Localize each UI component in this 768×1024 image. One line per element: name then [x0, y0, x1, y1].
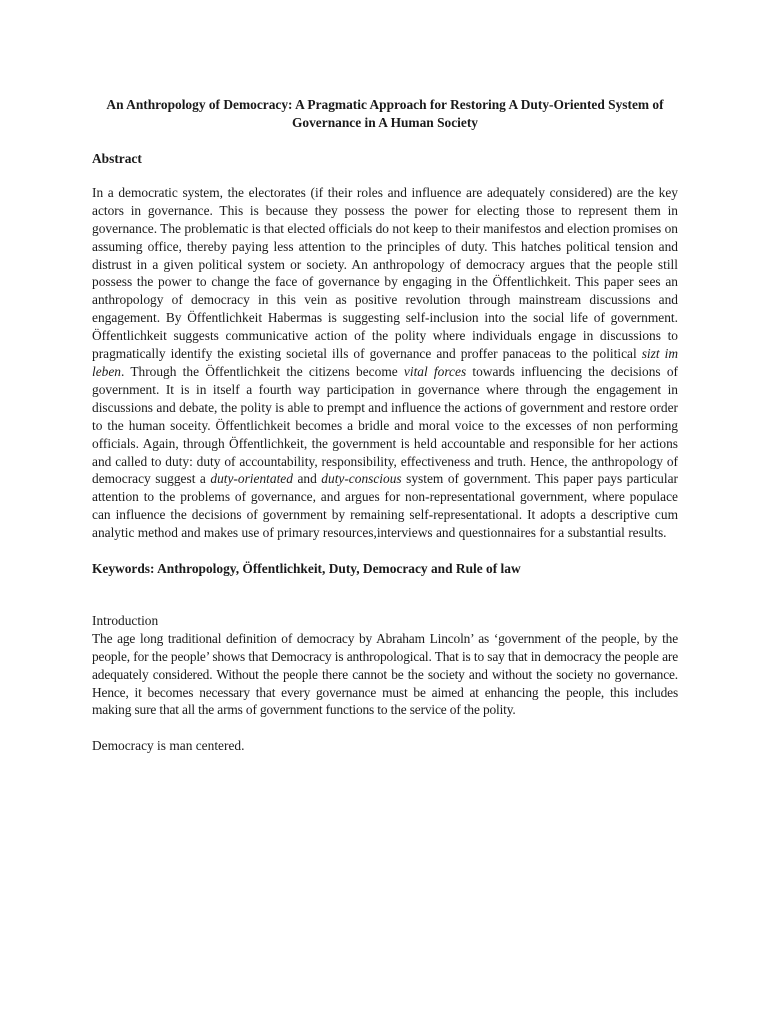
abstract-italic-duty-conscious: duty-conscious	[321, 471, 402, 487]
document-page	[92, 96, 678, 755]
abstract-text-1: In a democratic system, the electorates (if their roles and influence are adequately considered) are the key actors in governance. This is because they possess the power for electing those to represent them in governance. The problematic is that elected officials do not keep to their manifestos and election promises on assuming office, thereby paying less attention to the principles of duty. This hatches political tension and distrust in a given political system or society. An anthropology of democracy argues that the people still possess the power to change the face of governance by engaging in the Öffentlichkeit. This paper sees an anthropology of democracy in this vein as positive revolution through mainstream discussions and engagement. By Öffentlichkeit Habermas is suggesting self-inclusion into the social life of government. Öffentlichkeit suggests communicative action of the polity where individuals engage in discussions to pragmatically identify the existing societal ills of governance and proffer panaceas to the political	[92, 184, 678, 362]
abstract-text-5: system of government. This paper pays particular attention to the problems of governance, and argues for non-representational government, where populace can influence the decisions of government by remaining self-representational. It adopts a descriptive cum analytic method and makes use of primary resources,interviews and questionnaires for a substantial results.	[92, 471, 678, 541]
abstract-text-3: towards influencing the decisions of government. It is in itself a fourth way participation in governance where through the engagement in discussions and debate, the polity is able to prempt and influence the actions of government and restore order to the human soceity. Öffentlichkeit becomes a bridle and moral voice to the excesses of non performing officials. Again, through Öffentlichkeit, the government is held accountable and responsible for her actions and called to duty: duty of accountability, responsibility, effectiveness and truth. Hence, the anthropology of democracy suggest a	[92, 363, 678, 487]
abstract-italic-duty-orientated: duty-orientated	[210, 471, 293, 487]
abstract-text-4: and	[292, 471, 322, 487]
abstract-paragraph	[92, 184, 678, 542]
abstract-text-2: . Through the Öffentlichkeit the citizens become	[121, 363, 404, 379]
paper-title: An Anthropology of Democracy: A Pragmatic Approach for Restoring A Duty-Oriented System of Governance in A Human Society	[106, 97, 664, 130]
abstract-italic-sizt-im-leben: sizt im leben	[92, 346, 678, 379]
introduction-heading: Introduction	[92, 612, 159, 628]
abstract-heading: Abstract	[92, 151, 142, 166]
keywords-line: Keywords: Anthropology, Öffentlichkeit, Duty, Democracy and Rule of law	[92, 561, 521, 577]
closing-line: Democracy is man centered.	[92, 738, 245, 754]
abstract-italic-vital-forces: vital forces	[403, 363, 467, 379]
introduction-paragraph: The age long traditional definition of democracy by Abraham Lincoln’ as ‘government of the people, by the people, for the people’ shows that Democracy is anthropological. That is to say that in democracy the people are adequately considered. Without the people there cannot be the society and without the society no governance. Hence, it becomes necessary that every governance must be aimed at enhancing the people, this includes making sure that all the arms of government functions to the service of the polity.	[92, 630, 678, 718]
